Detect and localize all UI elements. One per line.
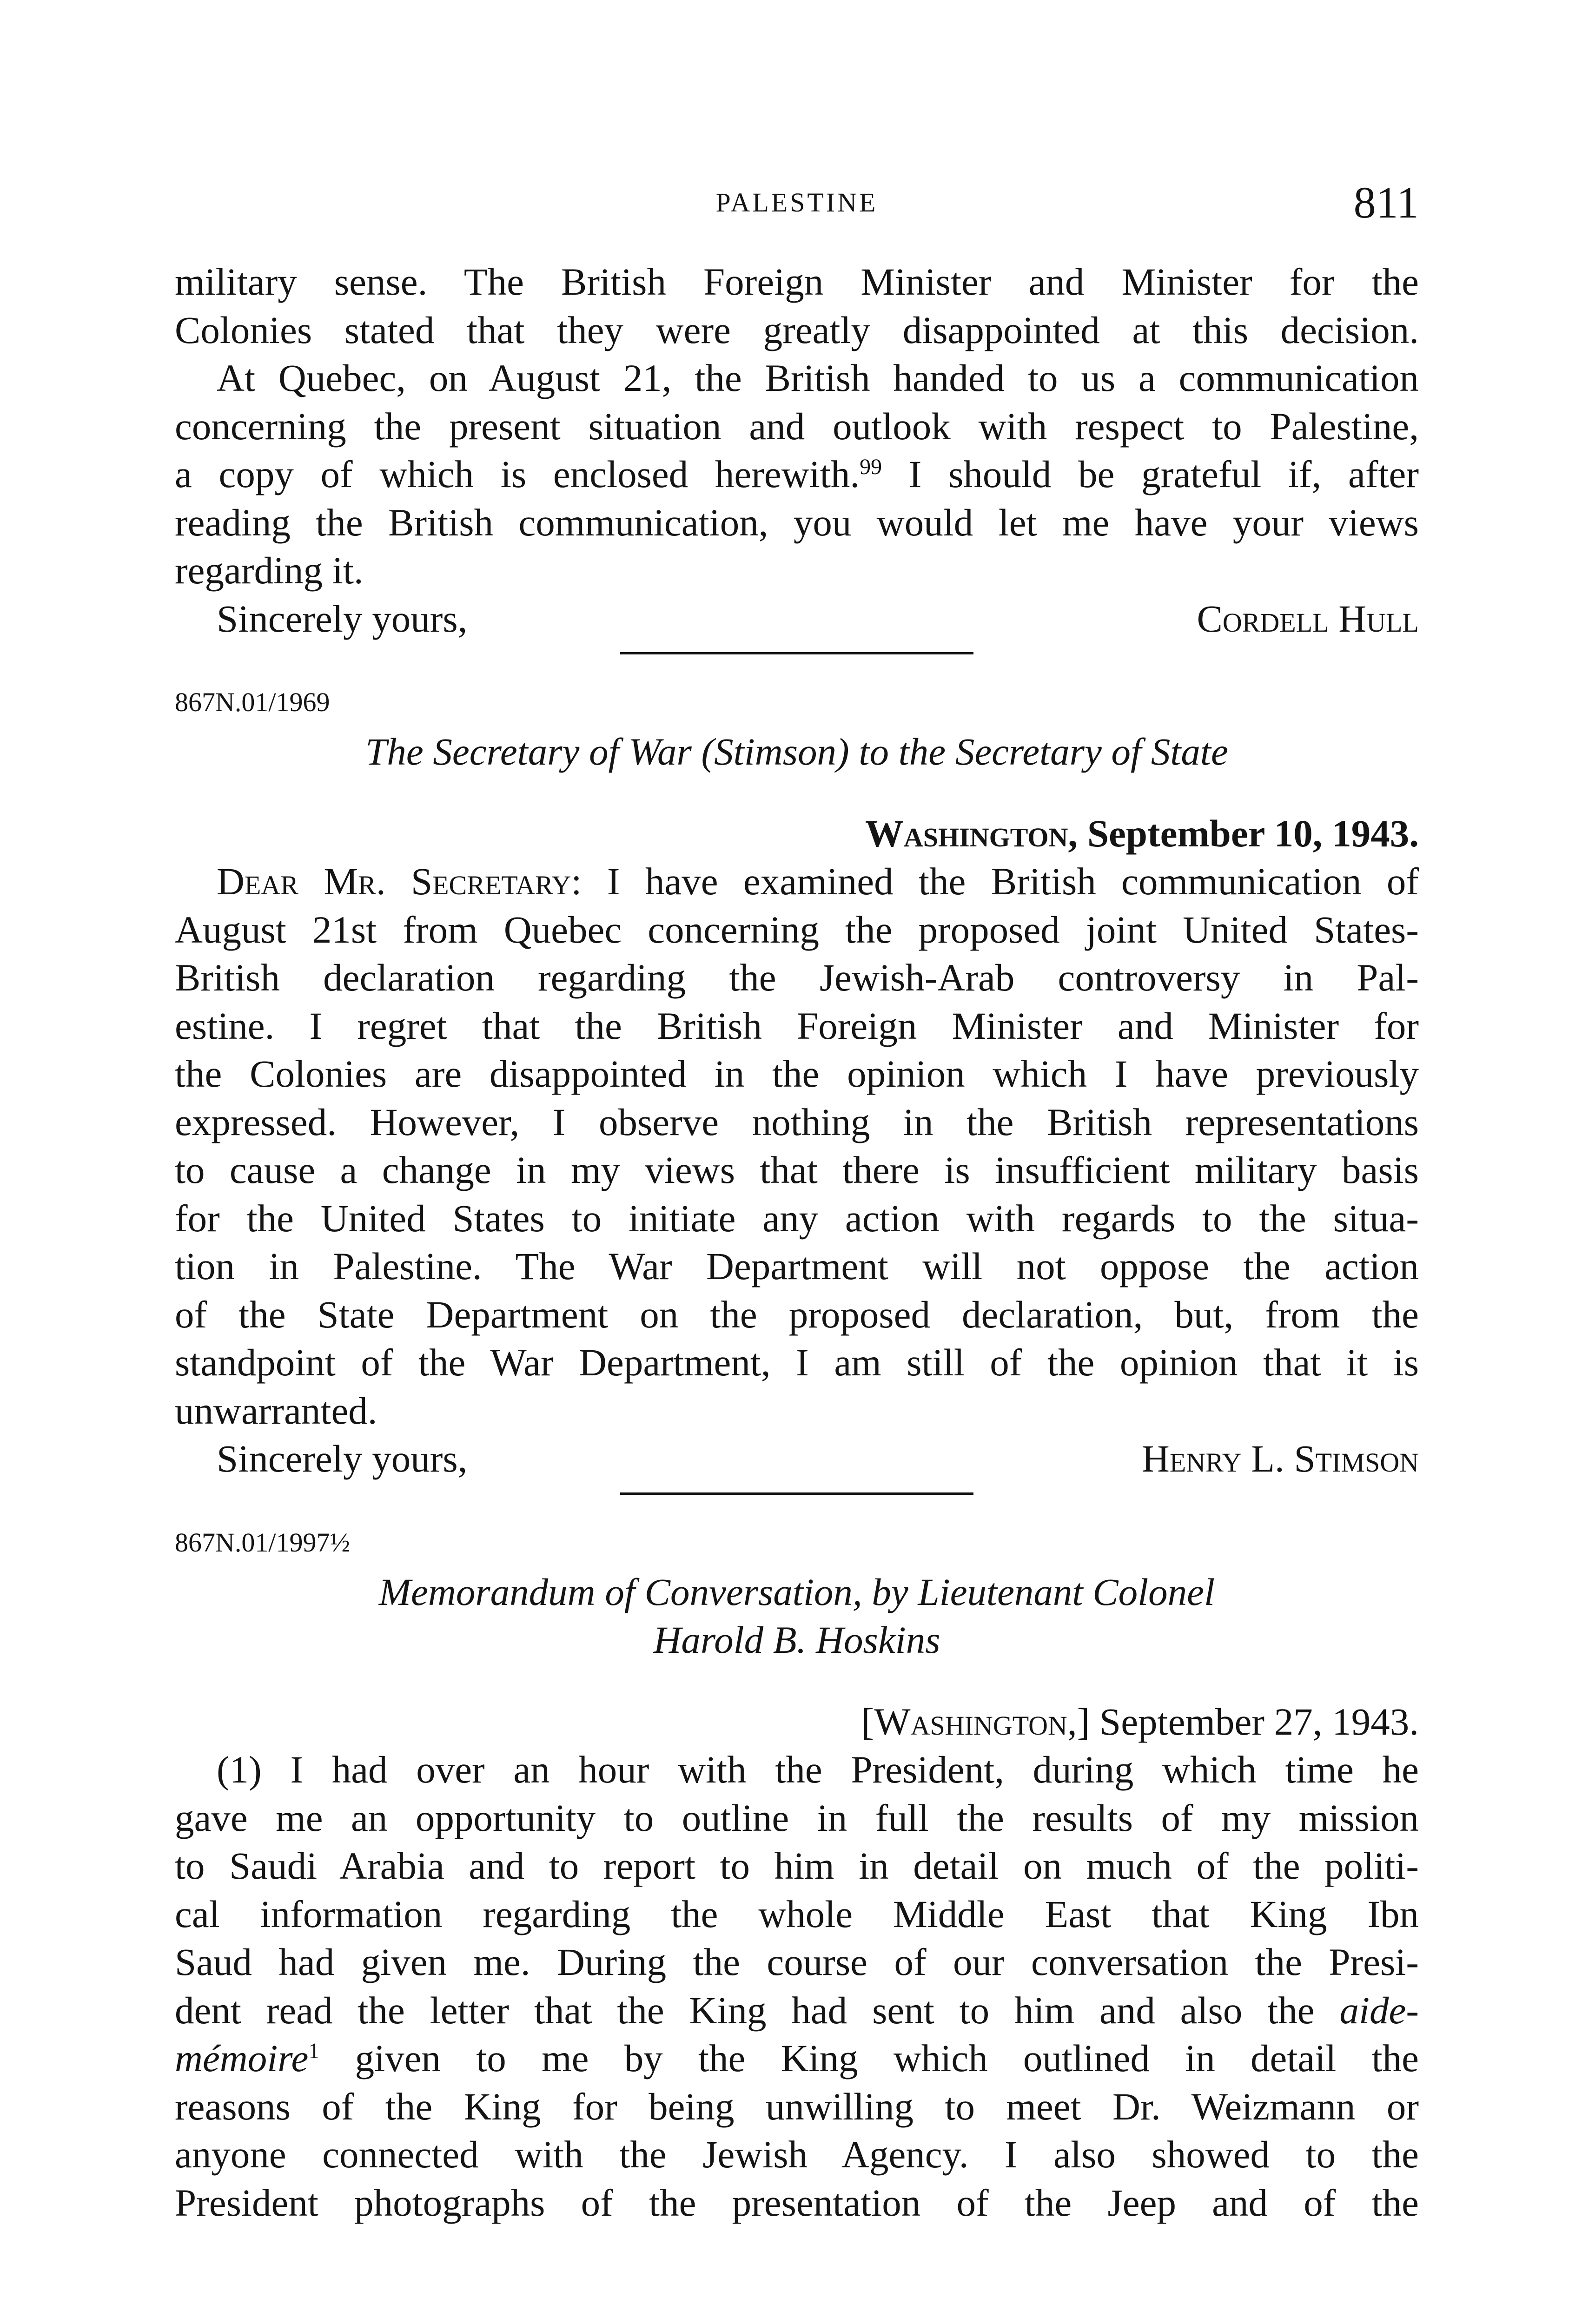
text-span: given to me by the King which outlined in detail the	[319, 2037, 1419, 2080]
text-line: Saud had given me. During the course of our conversation the Presi-	[175, 1941, 1419, 1983]
continued-letter	[175, 258, 1419, 643]
text-line	[175, 450, 1419, 499]
footnote-ref: 99	[860, 455, 882, 479]
italic-term: aide-	[1339, 1988, 1419, 2032]
text-line: military sense. The British Foreign Minister and Minister for the	[175, 260, 1419, 303]
section-divider	[620, 652, 973, 658]
text-line: Colonies stated that they were greatly disappointed at this decision.	[175, 308, 1419, 351]
signature-line	[175, 595, 1419, 643]
text-line: for the United States to initiate any action with regards to the situa-	[175, 1196, 1419, 1240]
salutation: Dear Mr. Secretary:	[217, 860, 582, 903]
section-divider	[620, 1492, 973, 1499]
text-line: cal information regarding the whole Middle East that King Ibn	[175, 1892, 1419, 1935]
document-heading: Memorandum of Conversation, by Lieutenant Colonel	[378, 1570, 1215, 1613]
text-line: the Colonies are disappointed in the opinion which I have previously	[175, 1052, 1419, 1095]
running-header	[175, 177, 1419, 232]
body-text	[175, 258, 1419, 2227]
text-span: a copy of which is enclosed herewith.	[175, 453, 860, 495]
text-line: expressed. However, I observe nothing in the British representations	[175, 1100, 1419, 1143]
text-line: to cause a change in my views that there is insufficient military basis	[175, 1149, 1419, 1191]
dateline-place: [Washington,]	[861, 1700, 1090, 1743]
text-line: At Quebec, on August 21, the British handed to us a communication	[217, 357, 1419, 399]
text-span: I should be grateful if, after	[882, 453, 1419, 495]
document-heading: Harold B. Hoskins	[653, 1618, 940, 1661]
text-line: unwarranted.	[175, 1389, 377, 1432]
dateline	[175, 1698, 1419, 1746]
text-line: August 21st from Quebec concerning the proposed joint United States-	[175, 908, 1419, 951]
italic-term: mémoire	[175, 2037, 309, 2080]
text-line: reasons of the King for being unwilling to meet Dr. Weizmann or	[175, 2085, 1419, 2128]
text-line	[175, 2034, 1419, 2083]
text-line: regarding it.	[175, 549, 364, 592]
spacer	[175, 776, 1419, 810]
text-line: concerning the present situation and outlook with respect to Palestine,	[175, 404, 1419, 448]
text-line: anyone connected with the Jewish Agency. I also showed to the	[175, 2133, 1419, 2176]
document-heading: The Secretary of War (Stimson) to the Secretary of State	[365, 730, 1228, 773]
text-line	[175, 1987, 1419, 2035]
text-line: gave me an opportunity to outline in full the results of my mission	[175, 1796, 1419, 1839]
signature-line	[175, 1435, 1419, 1483]
text-line: reading the British communication, you would let me have your views	[175, 501, 1419, 544]
dateline-date: September 10, 1943.	[1078, 812, 1419, 855]
text-span: I have examined the British communication of	[582, 860, 1419, 903]
footnote-ref: 1	[308, 2039, 320, 2063]
text-line: British declaration regarding the Jewish-Arab controversy in Pal-	[175, 956, 1419, 999]
dateline	[175, 810, 1419, 858]
closing: Sincerely yours,	[217, 1437, 468, 1480]
text-line	[175, 858, 1419, 906]
closing: Sincerely yours,	[217, 597, 468, 640]
dateline-place: Washington,	[865, 812, 1078, 855]
text-line: to Saudi Arabia and to report to him in detail on much of the politi-	[175, 1844, 1419, 1887]
text-line: (1) I had over an hour with the President, during which time he	[217, 1748, 1419, 1791]
running-head-title: PALESTINE	[715, 187, 878, 218]
document-stimson-letter	[175, 677, 1419, 1483]
text-line: estine. I regret that the British Foreign Minister and Minister for	[175, 1004, 1419, 1047]
spacer	[175, 1664, 1419, 1698]
file-number: 867N.01/1997½	[175, 1527, 350, 1558]
text-line: tion in Palestine. The War Department will not oppose the action	[175, 1245, 1419, 1287]
text-line: standpoint of the War Department, I am still of the opinion that it is	[175, 1341, 1419, 1384]
signature: Cordell Hull	[1197, 597, 1419, 640]
document-page	[175, 0, 1419, 2324]
text-line: President photographs of the presentation of the Jeep and of the	[175, 2181, 1419, 2224]
document-hoskins-memorandum	[175, 1517, 1419, 2227]
file-number: 867N.01/1969	[175, 687, 330, 717]
dateline-date: September 27, 1943.	[1090, 1700, 1419, 1743]
text-line: of the State Department on the proposed declaration, but, from the	[175, 1293, 1419, 1336]
signature: Henry L. Stimson	[1141, 1437, 1419, 1480]
page-number: 811	[1353, 178, 1419, 227]
text-span: dent read the letter that the King had sent to him and also the	[175, 1988, 1340, 2032]
